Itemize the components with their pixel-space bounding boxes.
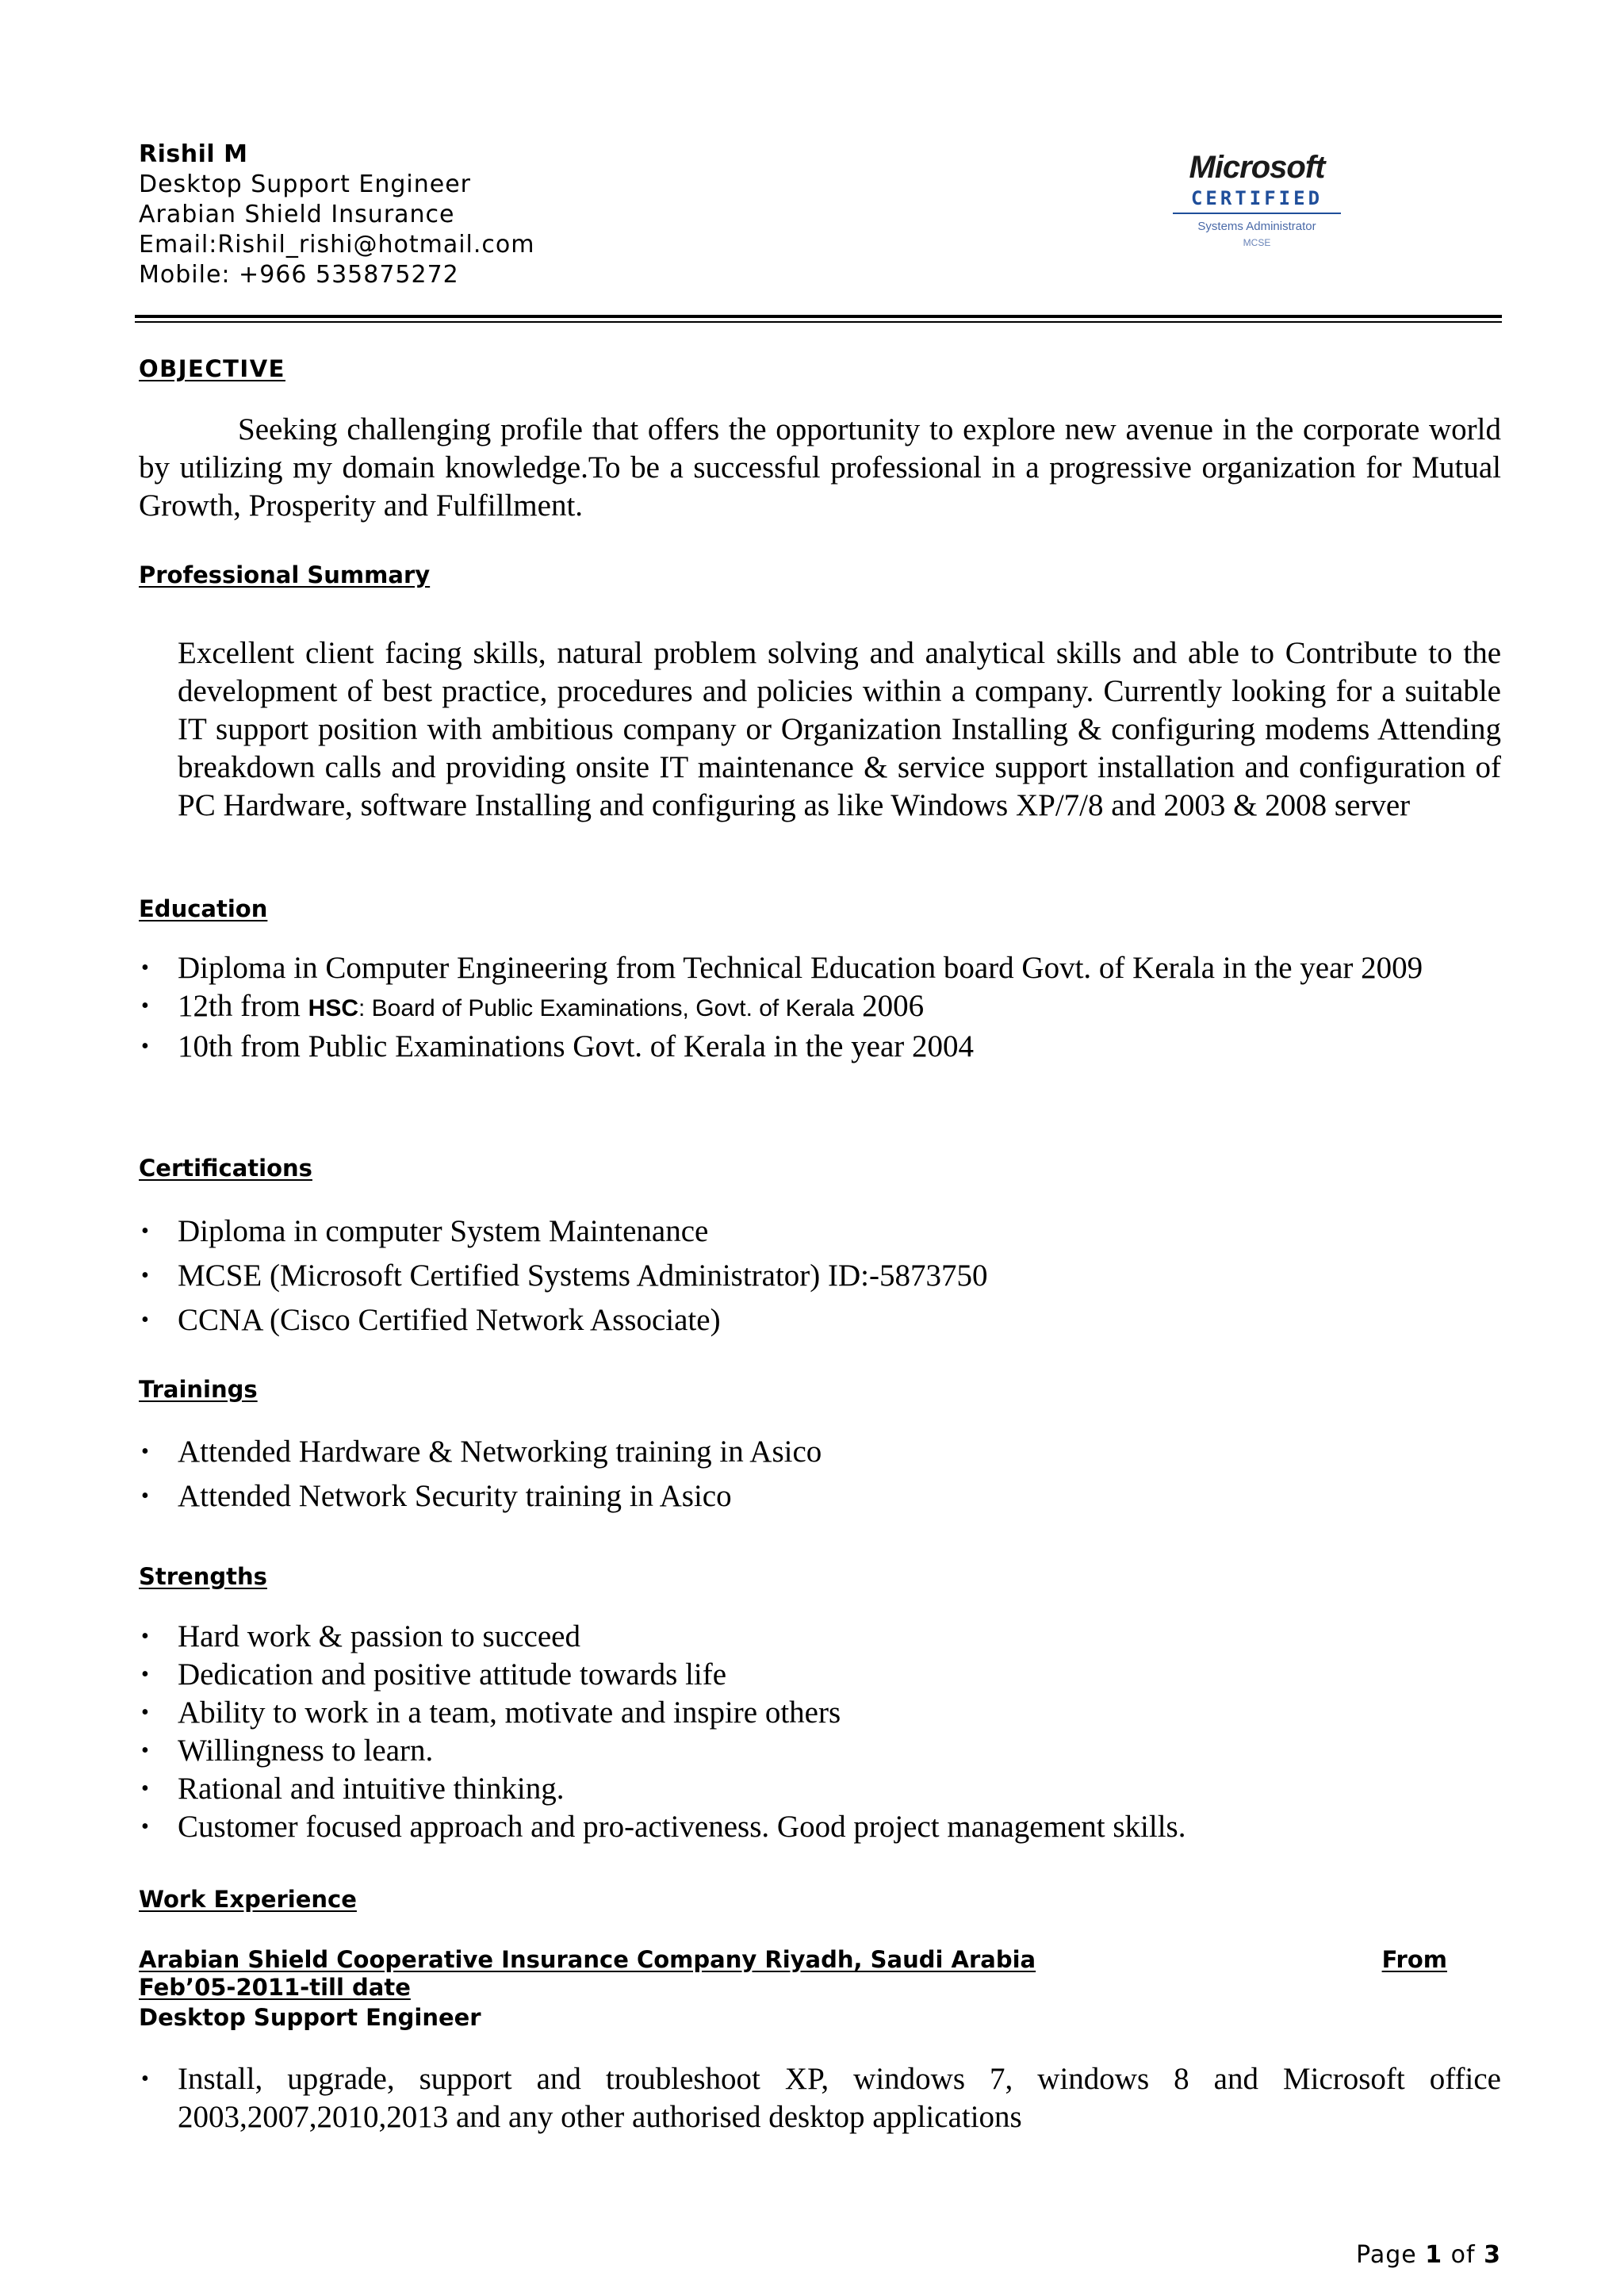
bullet-icon: •: [141, 1814, 149, 1839]
objective-text: Seeking challenging profile that offers the opportunity to explore new avenue in the corporate world by utilizing my domain knowledge.To be a successful professional in a progressive organization for Mutual Growth, Prosperity and Fulfillment.: [139, 412, 1501, 523]
bullet-icon: •: [141, 1439, 149, 1464]
candidate-title: Desktop Support Engineer: [139, 170, 471, 198]
logo-subline2: MCSE: [1243, 237, 1271, 248]
list-item: • Rational and intuitive thinking.: [139, 1770, 1501, 1808]
bullet-icon: •: [141, 1308, 149, 1332]
candidate-email: Email:Rishil_rishi@hotmail.com: [139, 231, 535, 259]
education-list: [139, 949, 1501, 1066]
list-item: • 12th from HSC: Board of Public Examinations, Govt. of Kerala 2006: [139, 987, 1501, 1028]
objective-heading: OBJECTIVE: [139, 355, 285, 382]
bullet-icon: •: [141, 1034, 149, 1059]
certifications-heading: Certifications: [139, 1155, 312, 1182]
list-item: • 10th from Public Examinations Govt. of Kerala in the year 2004: [139, 1028, 1501, 1066]
candidate-mobile: Mobile: +966 535875272: [139, 261, 459, 289]
list-item: • Willingness to learn.: [139, 1732, 1501, 1770]
work-heading: Work Experience: [139, 1886, 357, 1913]
list-item: • Attended Hardware & Networking training in Asico: [139, 1430, 1501, 1474]
work-duties-list: [139, 2060, 1501, 2136]
list-item: • Attended Network Security training in Asico: [139, 1474, 1501, 1519]
list-item: • Diploma in computer System Maintenance: [139, 1209, 1501, 1254]
bullet-icon: •: [141, 994, 149, 1018]
logo-tagline: CERTIFIED: [1190, 187, 1323, 209]
contact-header: [139, 140, 932, 290]
list-item: • Hard work & passion to succeed: [139, 1618, 1501, 1656]
strengths-list: [139, 1618, 1501, 1846]
work-from-label: From: [1381, 1946, 1447, 1973]
list-item: • CCNA (Cisco Certified Network Associate): [139, 1298, 1501, 1343]
work-date: Feb’05-2011-till date: [139, 1974, 411, 2001]
education-heading: Education: [139, 895, 268, 922]
work-company: Arabian Shield Cooperative Insurance Company Riyadh, Saudi Arabia: [139, 1946, 1036, 1973]
list-item: • Diploma in Computer Engineering from Technical Education board Govt. of Kerala in the year 2009: [139, 949, 1501, 987]
bullet-icon: •: [141, 1700, 149, 1725]
microsoft-certified-logo: [1170, 148, 1344, 259]
work-role: Desktop Support Engineer: [139, 2004, 481, 2031]
header-divider-thin: [135, 321, 1502, 323]
bullet-icon: •: [141, 1624, 149, 1649]
list-item: • MCSE (Microsoft Certified Systems Administrator) ID:-5873750: [139, 1254, 1501, 1298]
page-number: Page 1 of 3: [1356, 2241, 1501, 2269]
trainings-list: [139, 1430, 1501, 1519]
work-company-line: [139, 1944, 1447, 1975]
work-date-line: [139, 1972, 1447, 2002]
list-item: • Install, upgrade, support and troubleshoot XP, windows 7, windows 8 and Microsoft office 2003,2007,2010,2013 and any other authorised desktop applications: [141, 2062, 1501, 2134]
list-item: • Dedication and positive attitude towards life: [139, 1656, 1501, 1694]
trainings-heading: Trainings: [139, 1376, 258, 1403]
bullet-icon: •: [141, 1776, 149, 1801]
candidate-company: Arabian Shield Insurance: [139, 201, 455, 228]
strengths-heading: Strengths: [139, 1563, 267, 1590]
candidate-name: Rishil M: [139, 140, 248, 168]
bullet-icon: •: [141, 956, 149, 980]
bullet-icon: •: [141, 1219, 149, 1243]
summary-heading: Professional Summary: [139, 561, 431, 588]
bullet-icon: •: [141, 1662, 149, 1687]
bullet-icon: •: [141, 1738, 149, 1763]
list-item: • Customer focused approach and pro-activeness. Good project management skills.: [139, 1808, 1501, 1846]
bullet-icon: •: [141, 1263, 149, 1288]
header-divider-thick: [135, 315, 1502, 318]
bullet-icon: •: [141, 2067, 149, 2091]
bullet-icon: •: [141, 1484, 149, 1508]
logo-brand: Microsoft: [1189, 150, 1325, 185]
list-item: • Ability to work in a team, motivate and inspire others: [139, 1694, 1501, 1732]
summary-text: Excellent client facing skills, natural problem solving and analytical skills and able to Contribute to the development of best practice, procedures and policies within a company. Currently looking for a suitable IT support position with ambitious company or Organization Installing & configuring modems Attending breakdown calls and providing onsite IT maintenance & service support installation and configuration of PC Hardware, software Installing and configuring as like Windows XP/7/8 and 2003 & 2008 server: [178, 636, 1501, 822]
certifications-list: [139, 1209, 1501, 1343]
logo-subline: Systems Administrator: [1197, 220, 1316, 233]
